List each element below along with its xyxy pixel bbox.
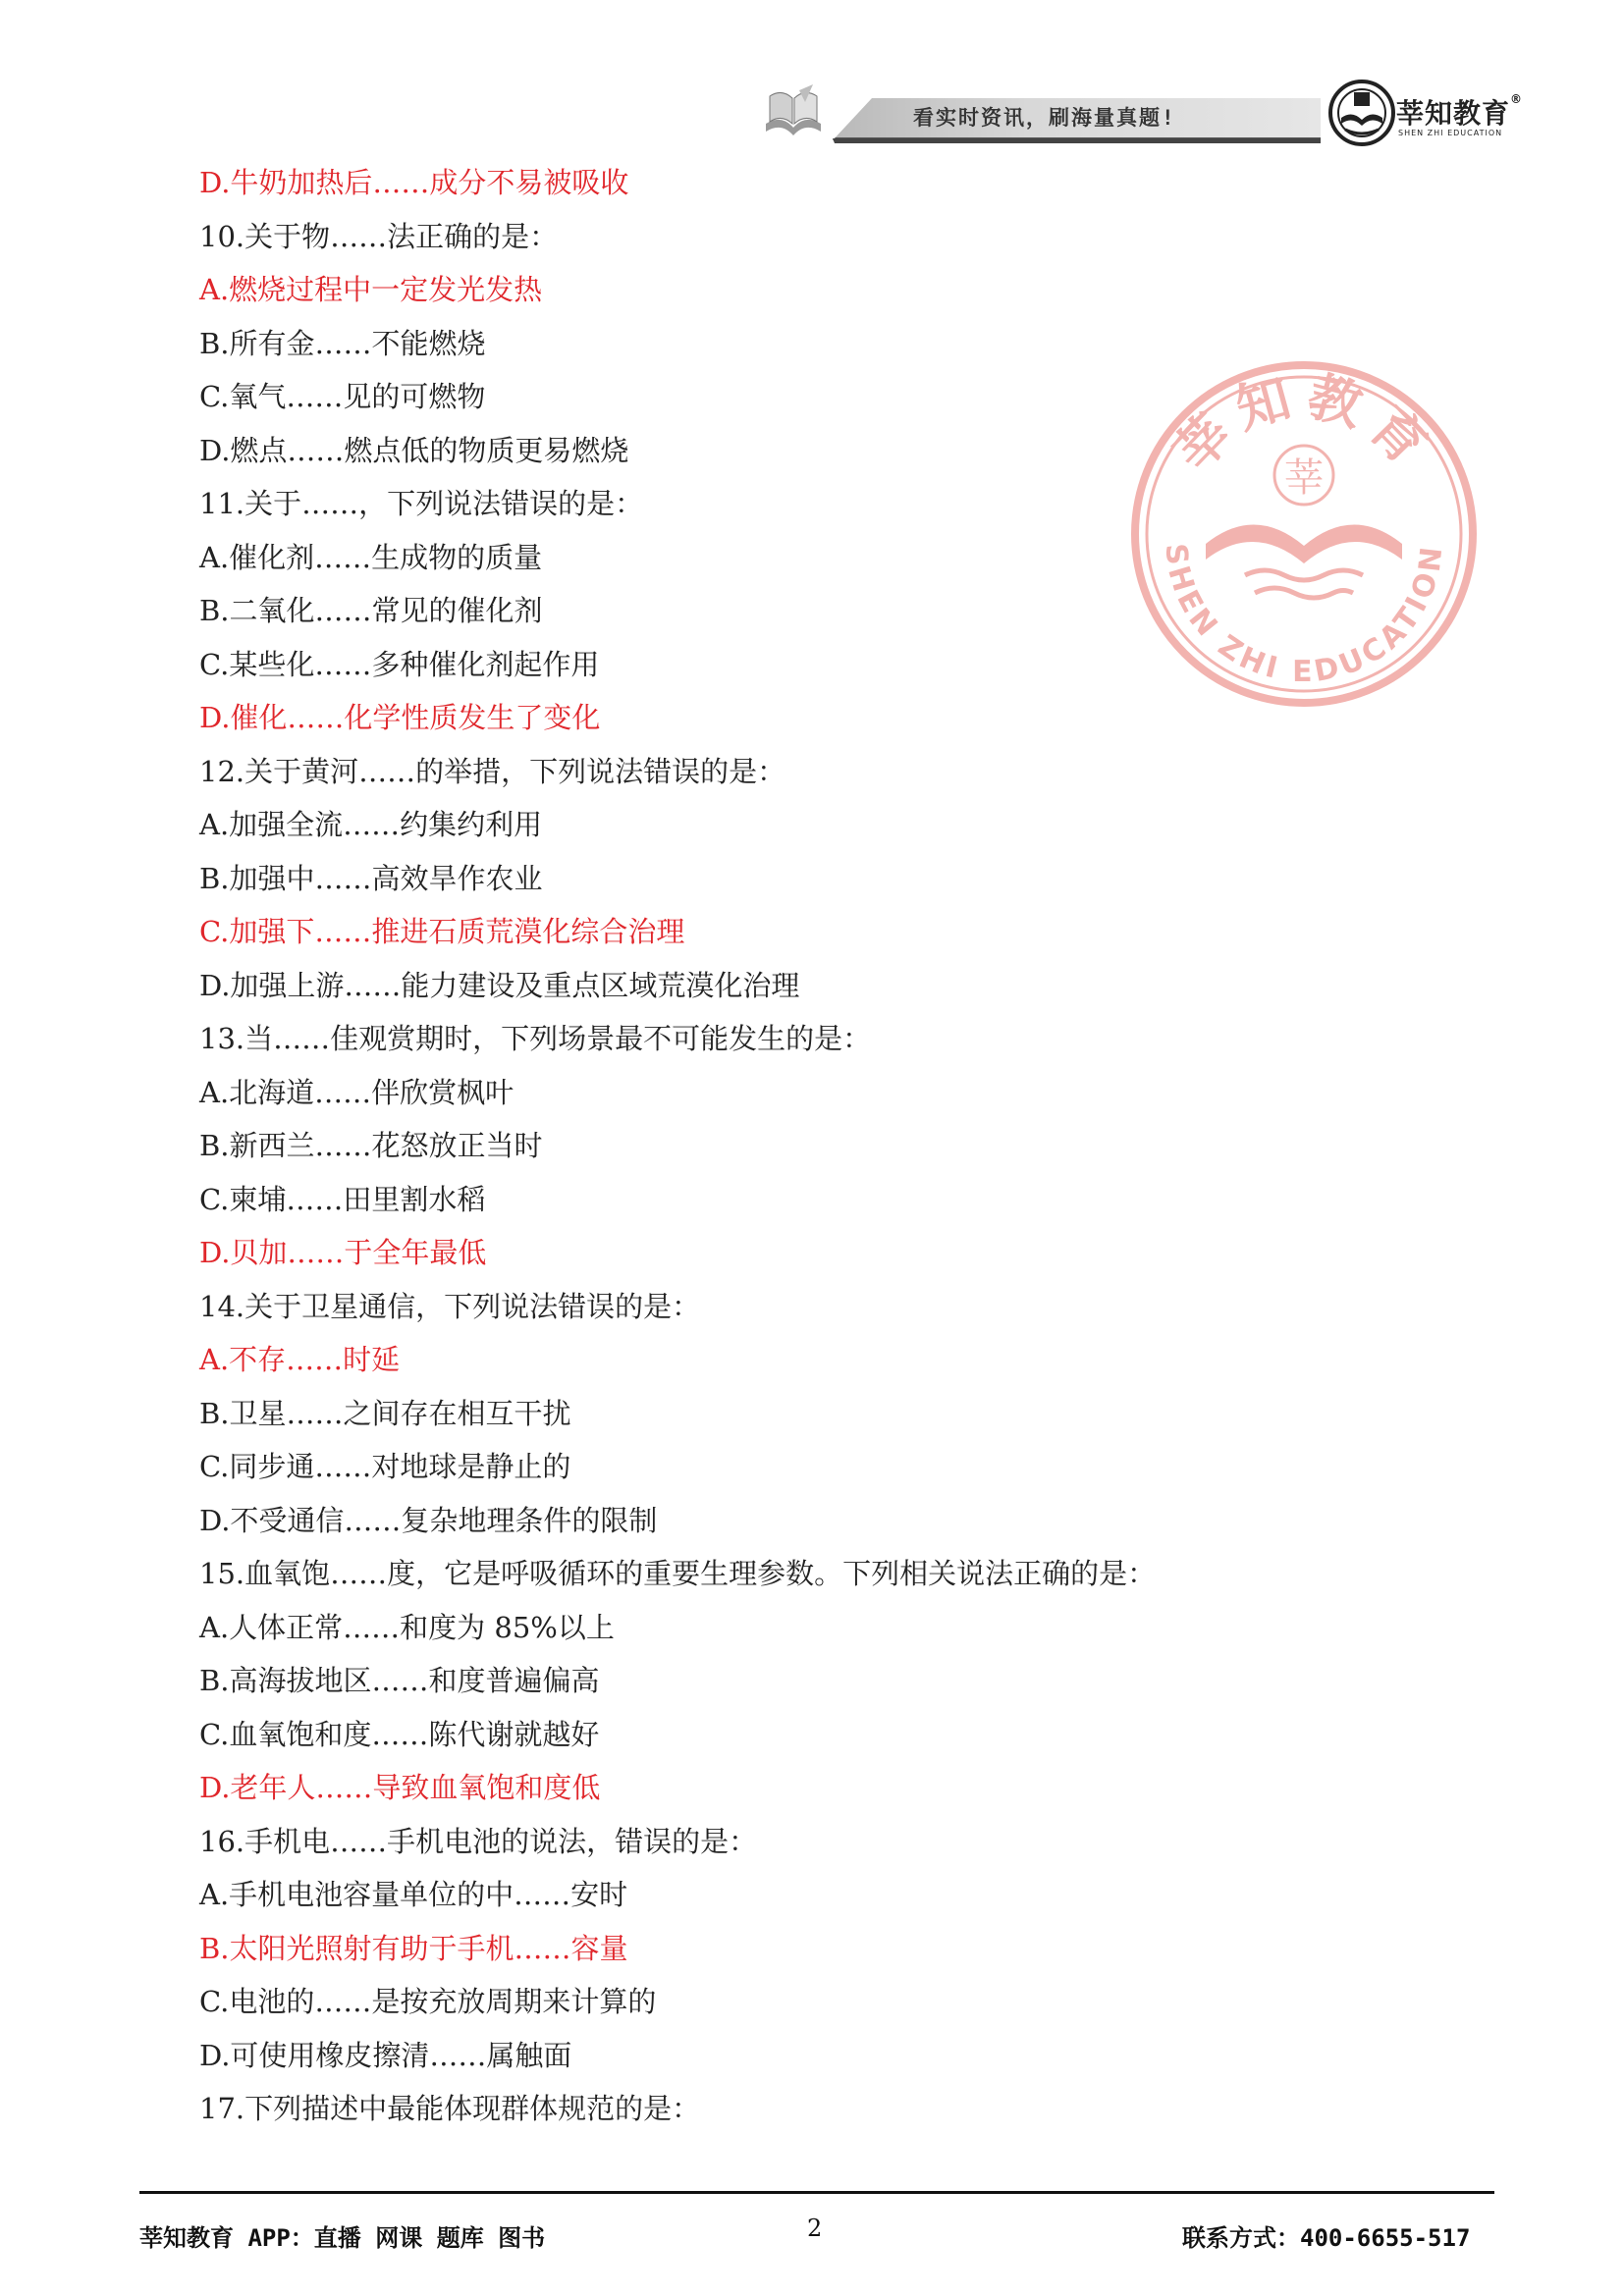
text-line: D.燃点……燃点低的物质更易燃烧 (199, 434, 629, 467)
text-line: C.氧气……见的可燃物 (199, 380, 486, 413)
text-line: B.高海拔地区……和度普遍偏高 (199, 1664, 600, 1697)
footer-divider (139, 2191, 1494, 2194)
text-line: B.二氧化……常见的催化剂 (199, 594, 543, 627)
text-line: D.不受通信……复杂地理条件的限制 (199, 1504, 658, 1537)
text-line: C.血氧饱和度……陈代谢就越好 (199, 1718, 600, 1751)
text-line: 17.下列描述中最能体现群体规范的是： (199, 2092, 701, 2125)
text-line: D.可使用橡皮擦清……属触面 (199, 2039, 572, 2072)
watermark-top-text: 莘知教育 (1162, 364, 1446, 484)
watermark-bottom-text: SHEN ZHI EDUCATION (1158, 541, 1450, 690)
footer-app-promo: 莘知教育 APP：直播 网课 题库 图书 (139, 2224, 546, 2252)
text-line: A.不存……时延 (199, 1343, 401, 1376)
text-line: C.柬埔……田里割水稻 (199, 1183, 486, 1216)
text-line: 16.手机电……手机电池的说法，错误的是： (199, 1825, 758, 1858)
text-line: A.加强全流……约集约利用 (199, 808, 543, 841)
text-line: A.催化剂……生成物的质量 (199, 541, 543, 574)
registered-mark: ® (1510, 92, 1524, 106)
text-line: D.加强上游……能力建设及重点区域荒漠化治理 (199, 969, 800, 1002)
text-line: B.卫星……之间存在相互干扰 (199, 1397, 571, 1430)
open-book-icon (762, 84, 825, 139)
banner-stripe (833, 138, 1321, 143)
text-line: 10.关于物……法正确的是： (199, 220, 559, 253)
watermark-stamp (1127, 357, 1481, 711)
text-line: D.老年人……导致血氧饱和度低 (199, 1771, 601, 1804)
logo-name-text: 莘知教育 (1396, 97, 1511, 130)
text-line: B.太阳光照射有助于手机……容量 (199, 1932, 628, 1965)
header-slogan: 看实时资讯，刷海量真题! (913, 106, 1176, 130)
text-line: 14.关于卫星通信，下列说法错误的是： (199, 1290, 701, 1323)
text-line: 12.关于黄河……的举措，下列说法错误的是： (199, 755, 786, 788)
text-line: D.贝加……于全年最低 (199, 1236, 487, 1269)
text-line: D.牛奶加热后……成分不易被吸收 (199, 166, 629, 199)
watermark-center-char: 莘 (1284, 455, 1324, 501)
text-line: A.手机电池容量单位的中……安时 (199, 1878, 628, 1911)
page-header (0, 0, 1624, 157)
text-line: A.人体正常……和度为 85%以上 (199, 1611, 615, 1644)
logo-name (1396, 92, 1523, 132)
text-line: 13.当……佳观赏期时，下列场景最不可能发生的是： (199, 1022, 872, 1055)
page-number: 2 (807, 2215, 823, 2242)
text-line: C.同步通……对地球是静止的 (199, 1450, 571, 1483)
logo-emblem-icon (1327, 79, 1396, 147)
text-line: D.催化……化学性质发生了变化 (199, 701, 601, 734)
text-line: 11.关于……，下列说法错误的是： (199, 487, 644, 520)
text-line: 15.血氧饱……度，它是呼吸循环的重要生理参数。下列相关说法正确的是： (199, 1557, 1157, 1590)
footer-contact: 联系方式：400-6655-517 (1182, 2224, 1471, 2252)
text-line: A.北海道……伴欣赏枫叶 (199, 1076, 514, 1109)
text-line: B.加强中……高效旱作农业 (199, 862, 543, 895)
logo-english: SHEN ZHI EDUCATION (1398, 129, 1503, 137)
text-line: A.燃烧过程中一定发光发热 (199, 273, 543, 306)
text-line: B.所有金……不能燃烧 (199, 327, 486, 360)
text-line: C.电池的……是按充放周期来计算的 (199, 1985, 657, 2018)
text-line: C.加强下……推进石质荒漠化综合治理 (199, 915, 685, 948)
text-line: B.新西兰……花怒放正当时 (199, 1129, 543, 1162)
text-line: C.某些化……多种催化剂起作用 (199, 648, 600, 681)
